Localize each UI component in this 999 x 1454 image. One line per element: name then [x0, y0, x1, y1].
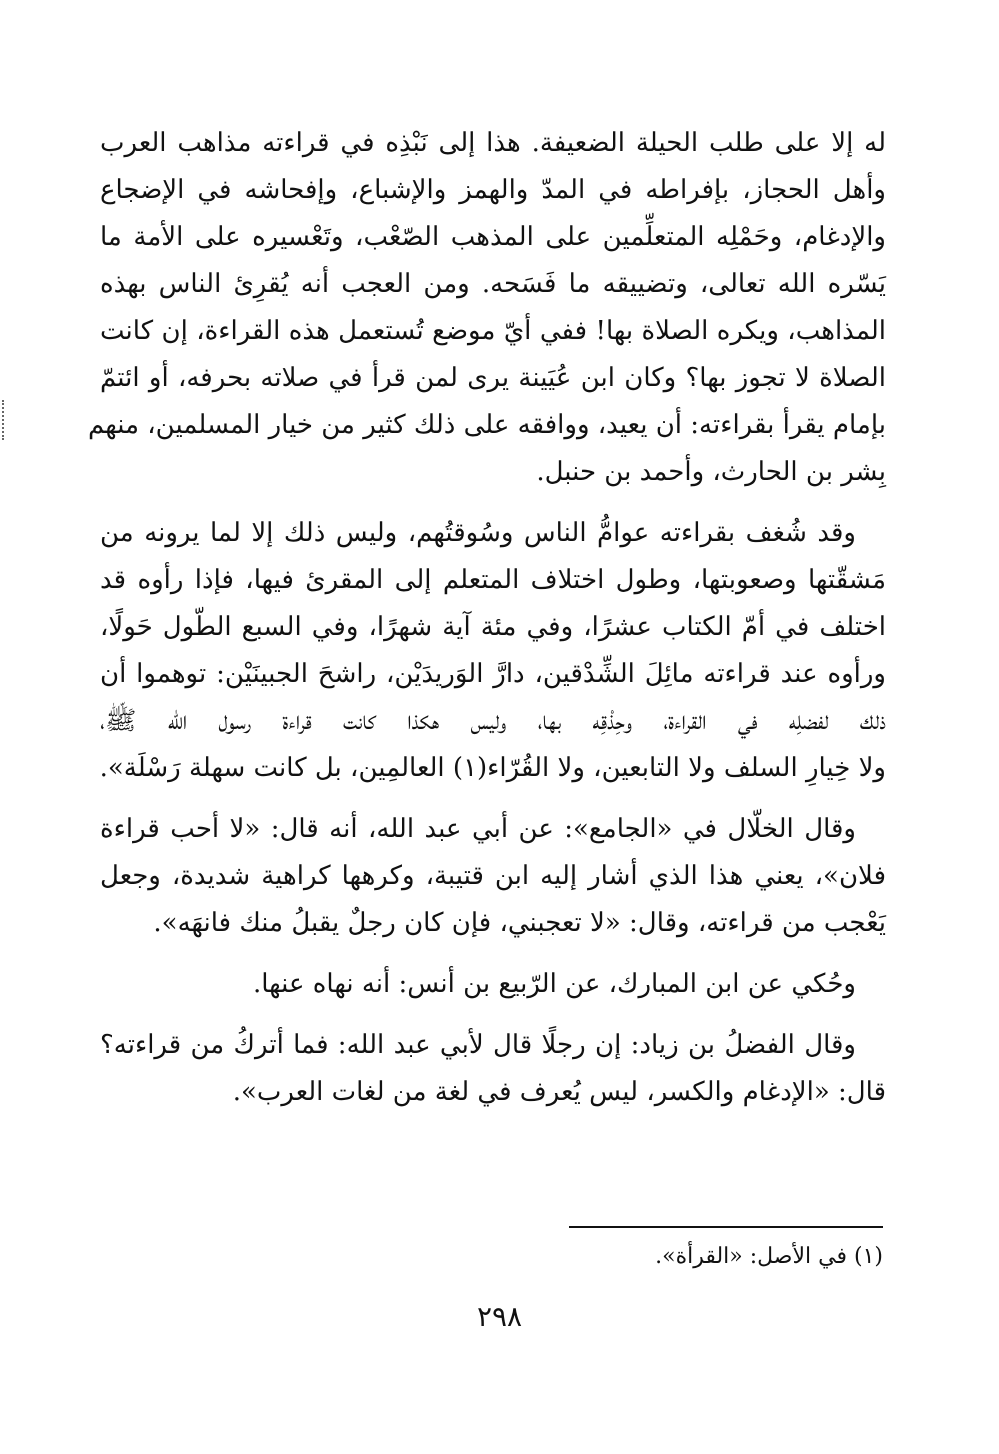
text-line: وأهل الحجاز، بإفراطه في المدّ والهمز والإشباع، وإفحاشه في الإضجاع [100, 175, 886, 205]
text-line: والإدغام، وحَمْلِه المتعلِّمين على المذهب الصّعْب، وتَعْسيره على الأمة ما [100, 222, 886, 252]
text-line: ذلك لفضلِه في القراءة، وحِذْقِه بها، وليس هكذا كانت قراءة رسول الله ﷺ، [100, 706, 886, 736]
text-line: يَسّره الله تعالى، وتضييقه ما فَسَحه. ومن العجب أنه يُقرِئ الناس بهذه [100, 269, 886, 299]
paragraph-3 [100, 806, 886, 947]
text-line: بإمام يقرأ بقراءته: أن يعيد، ووافقه على ذلك كثير من خيار المسلمين، منهم [87, 410, 886, 440]
paragraph-4 [100, 961, 886, 1008]
footnote: (١) في الأصل: «القرأة». [655, 1244, 883, 1269]
scan-margin-mark [2, 400, 7, 440]
text-line: اختلف في أمّ الكتاب عشرًا، وفي مئة آية شهرًا، وفي السبع الطّول حَولًا، [100, 612, 886, 642]
text-line: الصلاة لا تجوز بها؟ وكان ابن عُيَينة يرى لمن قرأ في صلاته بحرفه، أو ائتمّ [100, 363, 886, 393]
text-line: فلان»، يعني هذا الذي أشار إليه ابن قتيبة، وكرهها كراهية شديدة، وجعل [100, 861, 886, 891]
paragraph-5 [100, 1022, 886, 1116]
main-text [87, 120, 886, 1130]
text-line: قال: «الإدغام والكسر، ليس يُعرف في لغة من لغات العرب». [232, 1077, 886, 1107]
text-line: وقال الفضلُ بن زياد: إن رجلًا قال لأبي عبد الله: فما أتركُ من قراءته؟ [100, 1030, 856, 1060]
paragraph-2 [100, 510, 886, 792]
paragraph-1 [87, 120, 886, 496]
text-line: المذاهب، ويكره الصلاة بها! ففي أيّ موضع تُستعمل هذه القراءة، إن كانت [100, 316, 886, 346]
text-line: ورأوه عند قراءته مائِلَ الشِّدْقين، دارَّ الوَريدَيْن، راشحَ الجبينَيْن: توهموا أن [100, 659, 886, 689]
text-line: له إلا على طلب الحيلة الضعيفة. هذا إلى نَبْذِه في قراءته مذاهب العرب [100, 128, 886, 158]
text-line: وقد شُغف بقراءته عوامُّ الناس وسُوقتُهم، وليس ذلك إلا لما يرونه من [100, 518, 856, 548]
page-number: ٢٩٨ [476, 1300, 523, 1333]
text-line: ولا خِيارِ السلف ولا التابعين، ولا القُرّاء(١) العالمِين، بل كانت سهلة رَسْلَة». [99, 753, 886, 783]
text-line: وحُكي عن ابن المبارك، عن الرّبيع بن أنس: أنه نهاه عنها. [253, 969, 856, 999]
text-line: بِشر بن الحارث، وأحمد بن حنبل. [536, 457, 886, 487]
footnote-divider [569, 1226, 883, 1228]
text-line: مَشقّتها وصعوبتها، وطول اختلاف المتعلم إلى المقرئ فيها، فإذا رأوه قد [100, 565, 886, 595]
text-line: يَعْجب من قراءته، وقال: «لا تعجبني، فإن كان رجلٌ يقبلُ منك فانهَه». [153, 908, 886, 938]
text-line: وقال الخلّال في «الجامع»: عن أبي عبد الله، أنه قال: «لا أحب قراءة [100, 814, 856, 844]
